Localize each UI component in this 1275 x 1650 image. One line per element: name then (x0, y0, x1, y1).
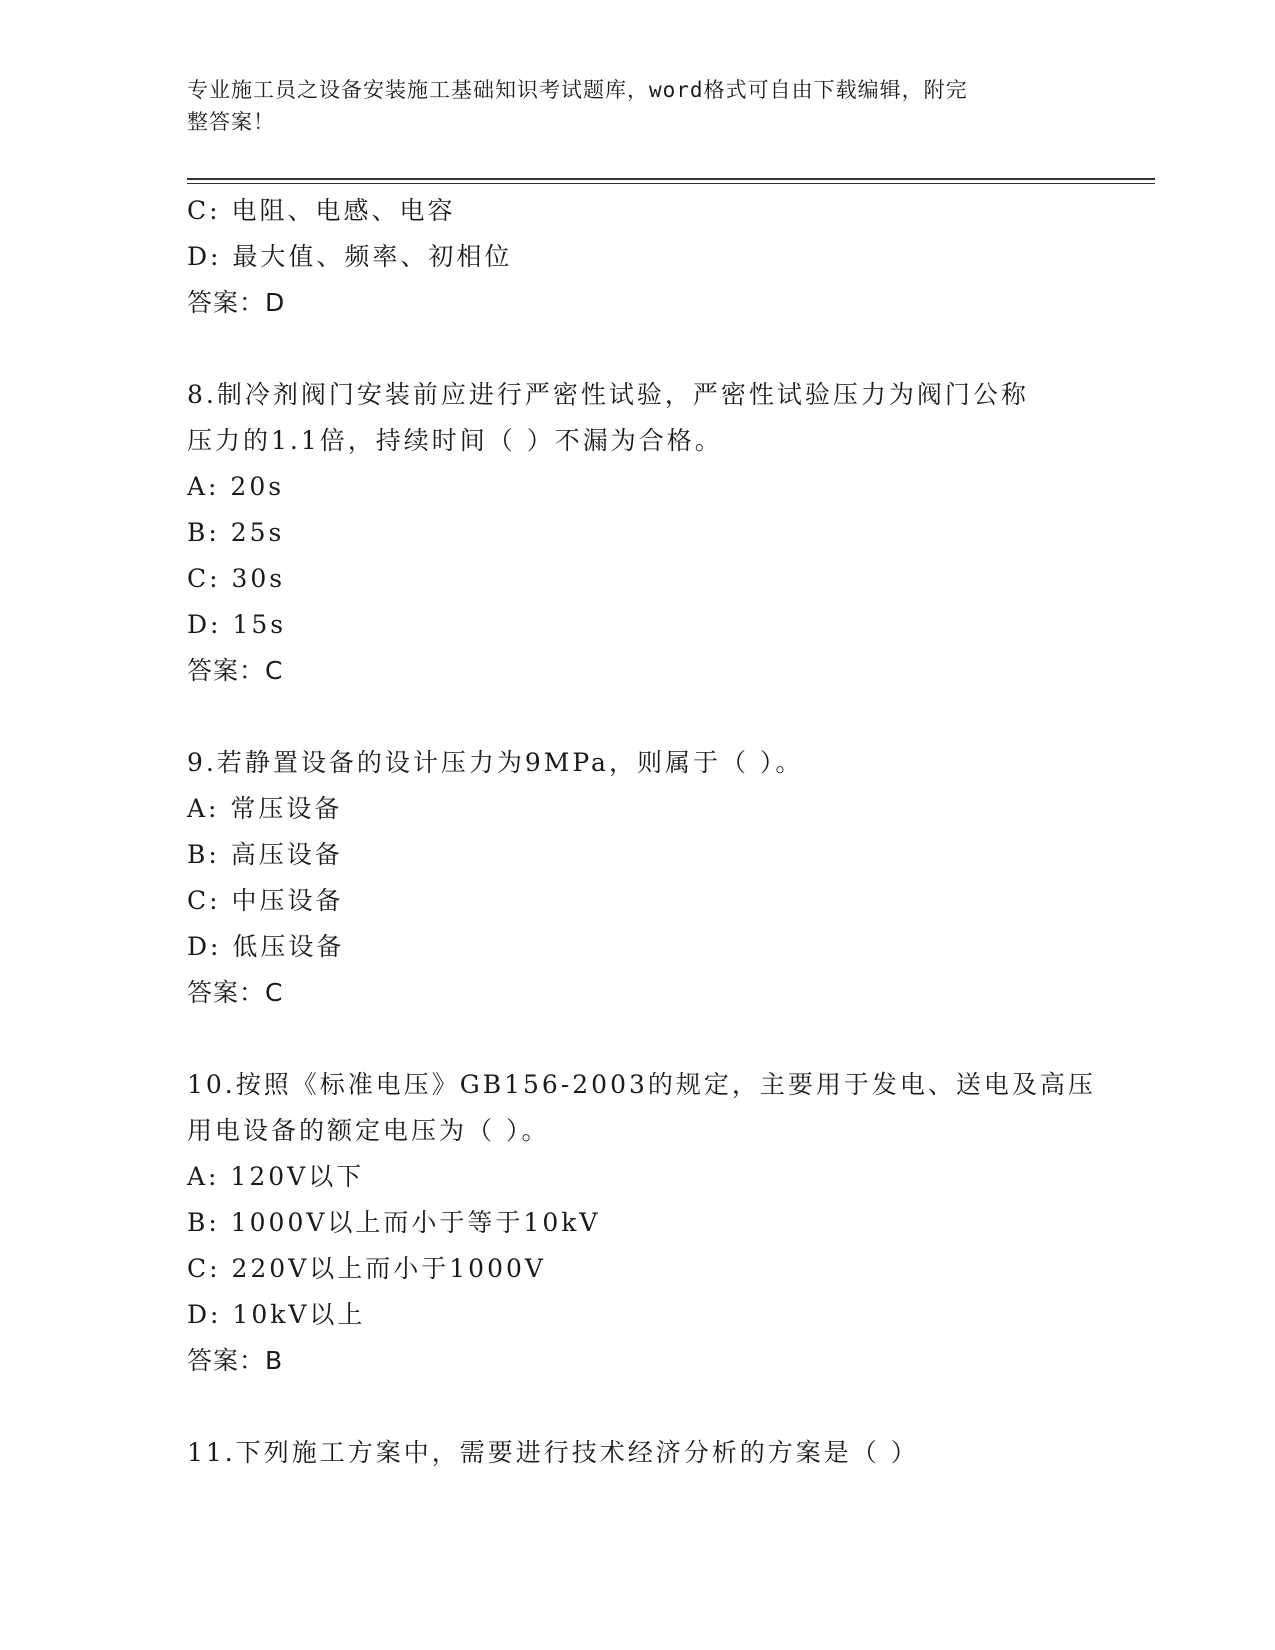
question-stem: 11.下列施工方案中，需要进行技术经济分析的方案是（ ） (187, 1438, 919, 1467)
option-a: A: 20s (187, 472, 285, 501)
question-stem: 8.制冷剂阀门安装前应进行严密性试验，严密性试验压力为阀门公称 (187, 380, 1029, 409)
header-title-line-2: 整答案！ (187, 110, 275, 134)
question-block-9 (187, 740, 1087, 1016)
answer-line: 答案：D (187, 288, 286, 317)
option-c: C: 220V以上而小于1000V (187, 1254, 546, 1283)
option-b: B: 25s (187, 518, 285, 547)
option-a: A: 常压设备 (187, 794, 343, 823)
option-c: C: 电阻、电感、电容 (187, 196, 456, 225)
question-block-8 (187, 372, 1087, 694)
option-b: B: 高压设备 (187, 840, 343, 869)
spacer (187, 326, 1087, 372)
question-block-10 (187, 1062, 1096, 1384)
option-d: D: 最大值、频率、初相位 (187, 242, 513, 271)
spacer (187, 1016, 1087, 1062)
question-stem-continued: 压力的1.1倍，持续时间（ ）不漏为合格。 (187, 426, 723, 455)
option-c: C: 30s (187, 564, 286, 593)
question-stem: 10.按照《标准电压》GB156-2003的规定，主要用于发电、送电及高压 (187, 1070, 1096, 1099)
question-block-11 (187, 1430, 1087, 1476)
question-stem: 9.若静置设备的设计压力为9MPa，则属于（ ）。 (187, 748, 804, 777)
header-divider-thick (187, 178, 1155, 180)
spacer (187, 1384, 1087, 1430)
option-d: D: 15s (187, 610, 287, 639)
option-d: D: 10kV以上 (187, 1300, 366, 1329)
question-list (187, 188, 1096, 1476)
option-a: A: 120V以下 (187, 1162, 365, 1191)
question-block-prev (187, 188, 1087, 326)
option-d: D: 低压设备 (187, 932, 345, 961)
question-stem-continued: 用电设备的额定电压为（ ）。 (187, 1116, 550, 1145)
option-b: B: 1000V以上而小于等于10kV (187, 1208, 601, 1237)
option-c: C: 中压设备 (187, 886, 344, 915)
header-title-line-1: 专业施工员之设备安装施工基础知识考试题库，word格式可自由下载编辑，附完 (187, 78, 968, 102)
document-header (187, 74, 1067, 138)
header-divider-thin (187, 183, 1155, 184)
answer-line: 答案：C (187, 978, 284, 1007)
answer-line: 答案：C (187, 656, 284, 685)
answer-line: 答案：B (187, 1346, 284, 1375)
spacer (187, 694, 1087, 740)
